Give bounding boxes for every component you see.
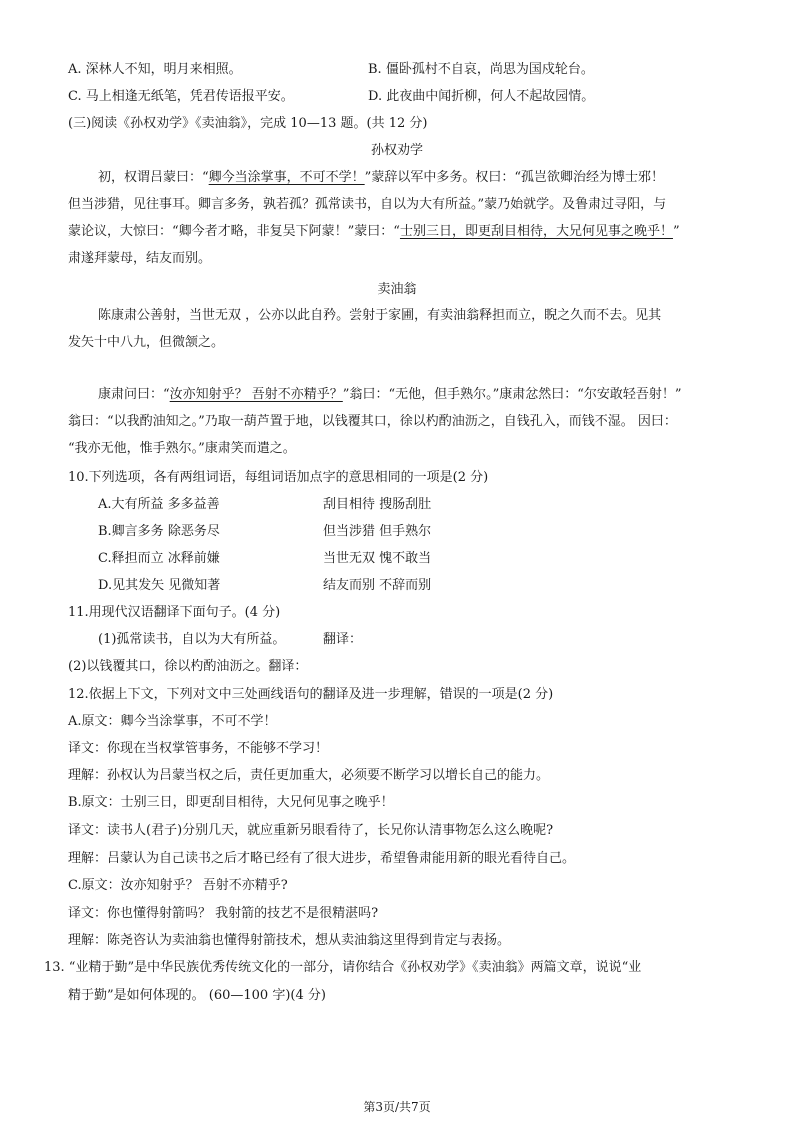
q13-stem: 13. “业精于勤”是中华民族优秀传统文化的一部分，请你结合《孙权劝学》《卖油翁》两篇文章，说说“业 <box>44 960 642 975</box>
passage1-line <box>98 169 664 187</box>
page-number: 第3页/共7页 <box>363 1100 431 1114</box>
underlined-sentence-2: 士别三日，即更刮目相待，大兄何见事之晚乎！ <box>399 224 673 239</box>
q12-option-c-original: C.原文：汝亦知射乎？ 吾射不亦精乎? <box>68 878 288 893</box>
section-heading: (三)阅读《孙权劝学》《卖油翁》，完成 10—13 题。(共 12 分) <box>68 116 428 131</box>
q12-option-c-translation: 译文：你也懂得射箭吗？ 我射箭的技艺不是很精湛吗? <box>68 906 379 921</box>
q9-option-a: A. 深林人不知，明月来相照。 <box>68 62 242 77</box>
passage1-text: 初，权谓吕蒙曰：“ <box>98 170 209 185</box>
q12-stem: 12.依据上下文，下列对文中三处画线语句的翻译及进一步理解，错误的一项是(2 分) <box>68 687 554 702</box>
q12-option-a-translation: 译文：你现在当权掌管事务，不能够不学习！ <box>68 741 329 756</box>
q10-option-right: 但当涉猎 但手熟尔 <box>323 524 432 539</box>
passage1-title: 孙权劝学 <box>370 143 423 158</box>
q10-option-left: D.见其发矢 见微知著 <box>98 578 221 593</box>
passage1-text: 蒙论议，大惊曰：“卿今者才略，非复吴下阿蒙！”蒙曰：“ <box>68 224 400 239</box>
passage1-text: ” <box>672 224 680 239</box>
q9-option-b: B. 僵卧孤村不自哀，尚思为国戍轮台。 <box>368 62 594 77</box>
q10-option-left: B.卿言多务 除恶务尽 <box>98 524 220 539</box>
q10-option-left: A.大有所益 多多益善 <box>98 497 220 512</box>
passage1-line <box>68 223 680 241</box>
passage2-text: ”翁曰：“无他，但手熟尔。”康肃忿然曰：“尔安敢轻吾射！” <box>342 387 682 402</box>
q10-stem: 10.下列选项，各有两组词语，每组词语加点字的意思相同的一项是(2 分) <box>68 470 489 485</box>
passage2-line: 翁曰：“以我酌油知之。”乃取一葫芦置于地，以钱覆其口，徐以杓酌油沥之，自钱孔入，而钱不湿。 因曰： <box>68 414 677 429</box>
q11-stem: 11.用现代汉语翻译下面句子。(4 分) <box>68 605 281 620</box>
passage2-text: 康肃问曰：“ <box>98 387 170 402</box>
q9-option-c: C. 马上相逢无纸笔，凭君传语报平安。 <box>68 89 294 104</box>
q9-option-d: D. 此夜曲中闻折柳，何人不起故园情。 <box>368 89 595 104</box>
passage2-line: 发矢十中八九，但微颔之。 <box>68 335 225 350</box>
q10-option-right: 结友而别 不辞而别 <box>323 578 432 593</box>
passage2-line <box>98 386 682 404</box>
passage1-text: ”蒙辞以军中多务。权曰：“孤岂欲卿治经为博士邪！ <box>364 170 664 185</box>
q11-translate-label: 翻译： <box>323 632 363 647</box>
passage1-line: 但当涉猎，见往事耳。卿言多务，孰若孤？孤常读书，自以为大有所益。”蒙乃始就学。及鲁肃过寻阳，与 <box>68 197 667 212</box>
passage1-line: 肃遂拜蒙母，结友而别。 <box>68 251 212 266</box>
q10-option-right: 刮目相待 搜肠刮肚 <box>323 497 432 512</box>
q13-stem-cont: 精于勤”是如何体现的。 (60—100 字)(4 分) <box>68 988 326 1003</box>
q12-option-b-original: B.原文：士别三日，即更刮目相待，大兄何见事之晚乎！ <box>68 795 394 810</box>
q11-sentence-2: (2)以钱覆其口，徐以杓酌油沥之。翻译： <box>68 659 308 674</box>
q12-option-a-original: A.原文：卿今当涂掌事，不可不学！ <box>68 714 277 729</box>
q10-option-left: C.释担而立 冰释前嫌 <box>98 551 220 566</box>
passage2-line: “我亦无他，惟手熟尔。”康肃笑而遣之。 <box>68 441 296 456</box>
q12-option-a-understanding: 理解：孙权认为吕蒙当权之后，责任更加重大，必须要不断学习以增长自己的能力。 <box>68 768 550 783</box>
q12-option-b-translation: 译文：读书人(君子)分别几天，就应重新另眼看待了，长兄你认清事物怎么这么晚呢? <box>68 823 554 838</box>
passage2-title: 卖油翁 <box>377 282 417 297</box>
underlined-sentence-3: 汝亦知射乎？ 吾射不亦精乎？ <box>169 387 343 402</box>
q11-sentence-1: (1)孤常读书，自以为大有所益。 <box>98 632 286 647</box>
q10-option-right: 当世无双 愧不敢当 <box>323 551 432 566</box>
passage2-line: 陈康肃公善射，当世无双 ，公亦以此自矜。尝射于家圃，有卖油翁释担而立，睨之久而不去。见其 <box>98 308 662 323</box>
underlined-sentence-1: 卿今当涂掌事，不可不学！ <box>208 170 365 185</box>
q12-option-c-understanding: 理解：陈尧咨认为卖油翁也懂得射箭技术，想从卖油翁这里得到肯定与表扬。 <box>68 933 511 948</box>
q12-option-b-understanding: 理解：吕蒙认为自己读书之后才略已经有了很大进步，希望鲁肃能用新的眼光看待自己。 <box>68 851 576 866</box>
